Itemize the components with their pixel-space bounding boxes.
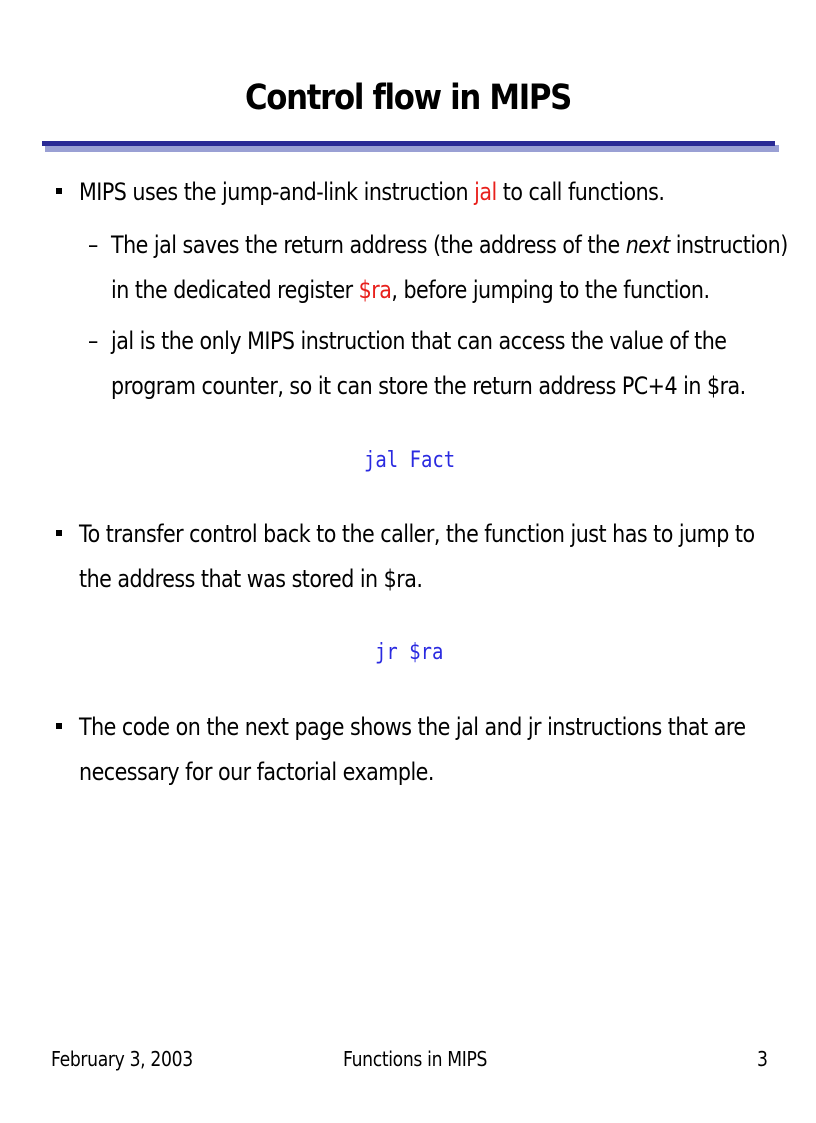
bullet-1-highlight: jal [474,178,497,206]
bullet-marker [56,530,62,536]
bullet-1-before: MIPS uses the jump-and-link instruction [79,178,475,206]
bullet-2-line-2: the address that was stored in $ra. [79,565,423,593]
sub-bullet-dash: – [88,231,99,259]
sub-1-line-1-emphasis: next [625,231,670,259]
sub-bullet-dash: – [88,327,99,355]
bullet-3-line-2: necessary for our factorial example. [79,758,434,786]
sub-1-line-1-before: The jal saves the return address (the address of the [111,231,626,259]
bullet-1-text [79,178,664,206]
bullet-marker [56,723,62,729]
footer-date: February 3, 2003 [51,1047,193,1071]
sub-1-line-1-after: instruction) [669,231,788,259]
slide-title: Control flow in MIPS [244,78,572,118]
title-rule-shadow [45,145,779,152]
sub-1-line-2-before: in the dedicated register [111,276,359,304]
sub-1-line-2 [111,276,710,304]
footer-page-number: 3 [757,1047,768,1071]
sub-1-line-2-highlight: $ra [358,276,392,304]
code-jr-ra: jr $ra [375,640,444,665]
code-jal-fact: jal Fact [364,448,456,473]
sub-1-line-1 [111,231,788,259]
sub-2-line-2: program counter, so it can store the return address PC+4 in $ra. [111,372,746,400]
bullet-marker [56,188,62,194]
sub-2-line-1: jal is the only MIPS instruction that can access the value of the [111,327,727,355]
title-rule [42,141,775,146]
sub-1-line-2-after: , before jumping to the function. [391,276,710,304]
bullet-1-after: to call functions. [496,178,665,206]
bullet-2-line-1: To transfer control back to the caller, the function just has to jump to [79,520,755,548]
bullet-3-line-1: The code on the next page shows the jal and jr instructions that are [79,713,746,741]
footer-topic: Functions in MIPS [343,1047,488,1071]
